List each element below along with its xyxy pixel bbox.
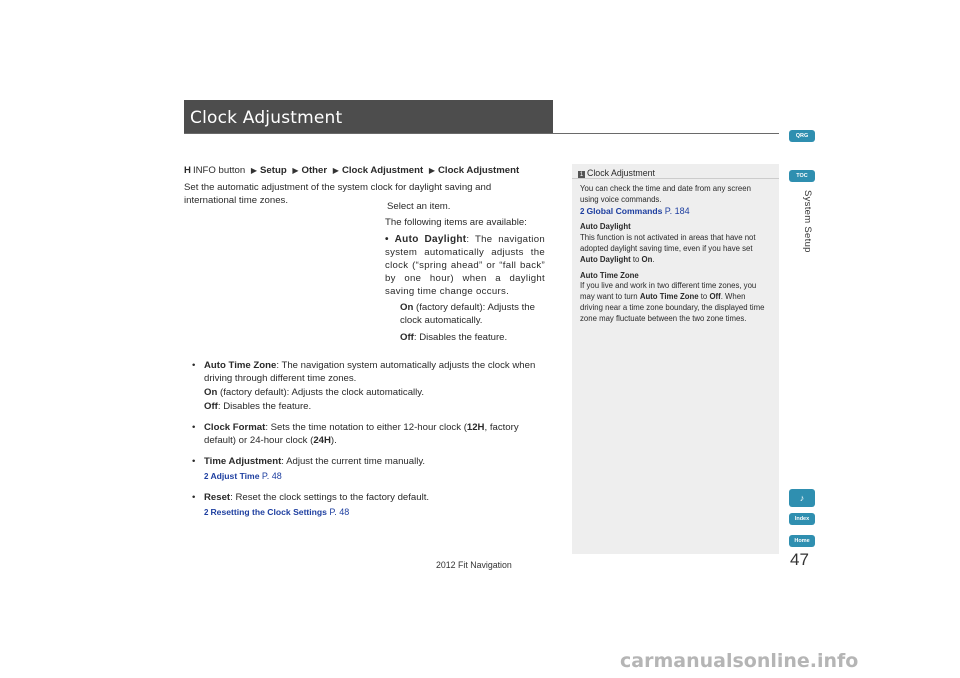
adjust-time-link-text: Adjust Time: [210, 471, 260, 481]
reset-item: [192, 491, 552, 519]
sidebar-title: Clock Adjustment: [587, 168, 655, 178]
note-number-icon: 1: [579, 172, 584, 178]
auto-time-zone-label: Auto Time Zone: [204, 360, 277, 371]
link-arrow-icon: 2: [580, 206, 585, 216]
time-adjustment-label: Time Adjustment: [204, 456, 282, 467]
arrow-icon: ▶: [250, 166, 258, 175]
bullet-dot: •: [192, 456, 196, 467]
clock-format-desc-3: ).: [330, 435, 337, 446]
reset-clock-link[interactable]: [204, 506, 552, 519]
watermark: carmanualsonline.info: [620, 650, 859, 672]
auto-daylight-label: Auto Daylight: [394, 234, 467, 245]
path-step-other: Other: [301, 165, 328, 176]
sidebar-note: [572, 164, 779, 554]
section-label: System Setup: [802, 190, 813, 253]
sidebar-ad-text-3: .: [652, 254, 655, 264]
voice-icon: ♪: [799, 493, 805, 503]
home-icon: H: [184, 165, 191, 176]
reset-clock-page: P. 48: [329, 507, 350, 517]
clock-format-item: [192, 421, 552, 447]
auto-time-zone-on-label: On: [204, 387, 218, 398]
auto-time-zone-off-label: Off: [204, 401, 218, 412]
section-title-bar: [184, 100, 553, 133]
voice-tab[interactable]: [789, 489, 815, 507]
toc-tab[interactable]: TOC: [789, 170, 815, 182]
auto-daylight-off-label: Off: [400, 332, 414, 343]
arrow-icon: ▶: [332, 166, 339, 175]
time-adjustment-item: [192, 455, 552, 483]
auto-daylight-desc: : The navigation system automatically adjusts the clock (“spring ahead” or “fall back” by one hour) when a daylight saving time change occurs.: [385, 234, 545, 297]
path-step-clock-adjustment: Clock Adjustment: [341, 165, 424, 176]
sidebar-content: [580, 184, 770, 330]
global-commands-link-text: Global Commands: [586, 205, 663, 216]
auto-time-zone-on-desc: (factory default): Adjusts the clock automatically.: [217, 387, 425, 398]
sidebar-tz-text-2: to: [698, 292, 710, 302]
sidebar-ad-bold-2: On: [641, 254, 653, 264]
sidebar-ad-bold-1: Auto Daylight: [580, 254, 631, 264]
select-item-text: Select an item.: [387, 201, 451, 212]
arrow-icon: ▶: [292, 166, 299, 175]
auto-time-zone-off-desc: : Disables the feature.: [217, 401, 312, 412]
sidebar-rule: [572, 178, 779, 179]
bullet-dot: •: [192, 360, 196, 371]
sidebar-tz-text-1: If you live and work in two different time zones, you may want to turn: [580, 281, 757, 302]
bullet-dot: •: [192, 492, 196, 503]
title-rule: [184, 133, 779, 134]
sidebar-voice-text: You can check the time and date from any screen using voice commands.: [580, 184, 751, 204]
global-commands-page: P. 184: [664, 205, 690, 216]
sidebar-tz-bold-1: Auto Time Zone: [639, 292, 699, 302]
footer-text: 2012 Fit Navigation: [436, 560, 512, 570]
reset-clock-link-text: Resetting the Clock Settings: [210, 507, 327, 517]
bullet-dot: •: [192, 422, 196, 433]
adjust-time-page: P. 48: [261, 471, 282, 481]
auto-time-zone-item: [192, 359, 552, 413]
clock-format-desc-2: , factory default) or 24-hour clock (: [204, 422, 519, 446]
main-bullet-list: [192, 359, 552, 527]
auto-daylight-item: [385, 233, 545, 344]
index-tab[interactable]: Index: [789, 513, 815, 525]
clock-format-24h: 24H: [313, 435, 331, 446]
clock-format-label: Clock Format: [204, 422, 266, 433]
home-tab[interactable]: Home: [789, 535, 815, 547]
qrg-tab[interactable]: QRG: [789, 130, 815, 142]
auto-time-zone-desc: : The navigation system automatically adjusts the clock when driving through different time zones.: [204, 360, 536, 384]
path-step-setup: Setup: [260, 165, 287, 176]
menu-path: [184, 165, 519, 176]
auto-daylight-off-desc: : Disables the feature.: [413, 332, 508, 343]
page-number: 47: [790, 550, 809, 569]
path-start: INFO button: [192, 165, 246, 176]
link-arrow-icon: 2: [204, 472, 209, 481]
sidebar-auto-daylight-head: Auto Daylight: [580, 222, 631, 232]
arrow-icon: ▶: [428, 166, 435, 175]
intro-text: Set the automatic adjustment of the system clock for daylight saving and international time zones.: [184, 182, 492, 206]
reset-label: Reset: [204, 492, 231, 503]
reset-desc: : Reset the clock settings to the factory default.: [230, 492, 430, 503]
clock-format-12h: 12H: [466, 422, 485, 433]
path-step-clock-adjustment-final: Clock Adjustment: [437, 165, 520, 176]
adjust-time-link[interactable]: [204, 470, 552, 483]
sidebar-tz-bold-2: Off: [709, 292, 721, 302]
global-commands-link[interactable]: [580, 206, 690, 216]
sidebar-auto-time-zone-head: Auto Time Zone: [580, 270, 639, 280]
time-adjustment-desc: : Adjust the current time manually.: [281, 456, 426, 467]
auto-daylight-on-desc: (factory default): Adjusts the clock automatically.: [400, 302, 535, 326]
sidebar-tz-text-3: . When driving near a time zone boundary, the displayed time zone may fluctuate between the two zone times.: [580, 292, 765, 323]
clock-format-desc-1: : Sets the time notation to either 12-hour clock (: [265, 422, 467, 433]
following-items-text: The following items are available:: [385, 217, 527, 228]
sidebar-ad-text-1: This function is not activated in areas that have not adopted daylight saving time, even if you have set: [580, 233, 756, 253]
link-arrow-icon: 2: [204, 508, 209, 517]
sidebar-ad-text-2: to: [630, 254, 642, 264]
auto-daylight-on-label: On: [400, 302, 414, 313]
page-title: Clock Adjustment: [190, 108, 343, 128]
bullet-dot: •: [385, 234, 389, 245]
